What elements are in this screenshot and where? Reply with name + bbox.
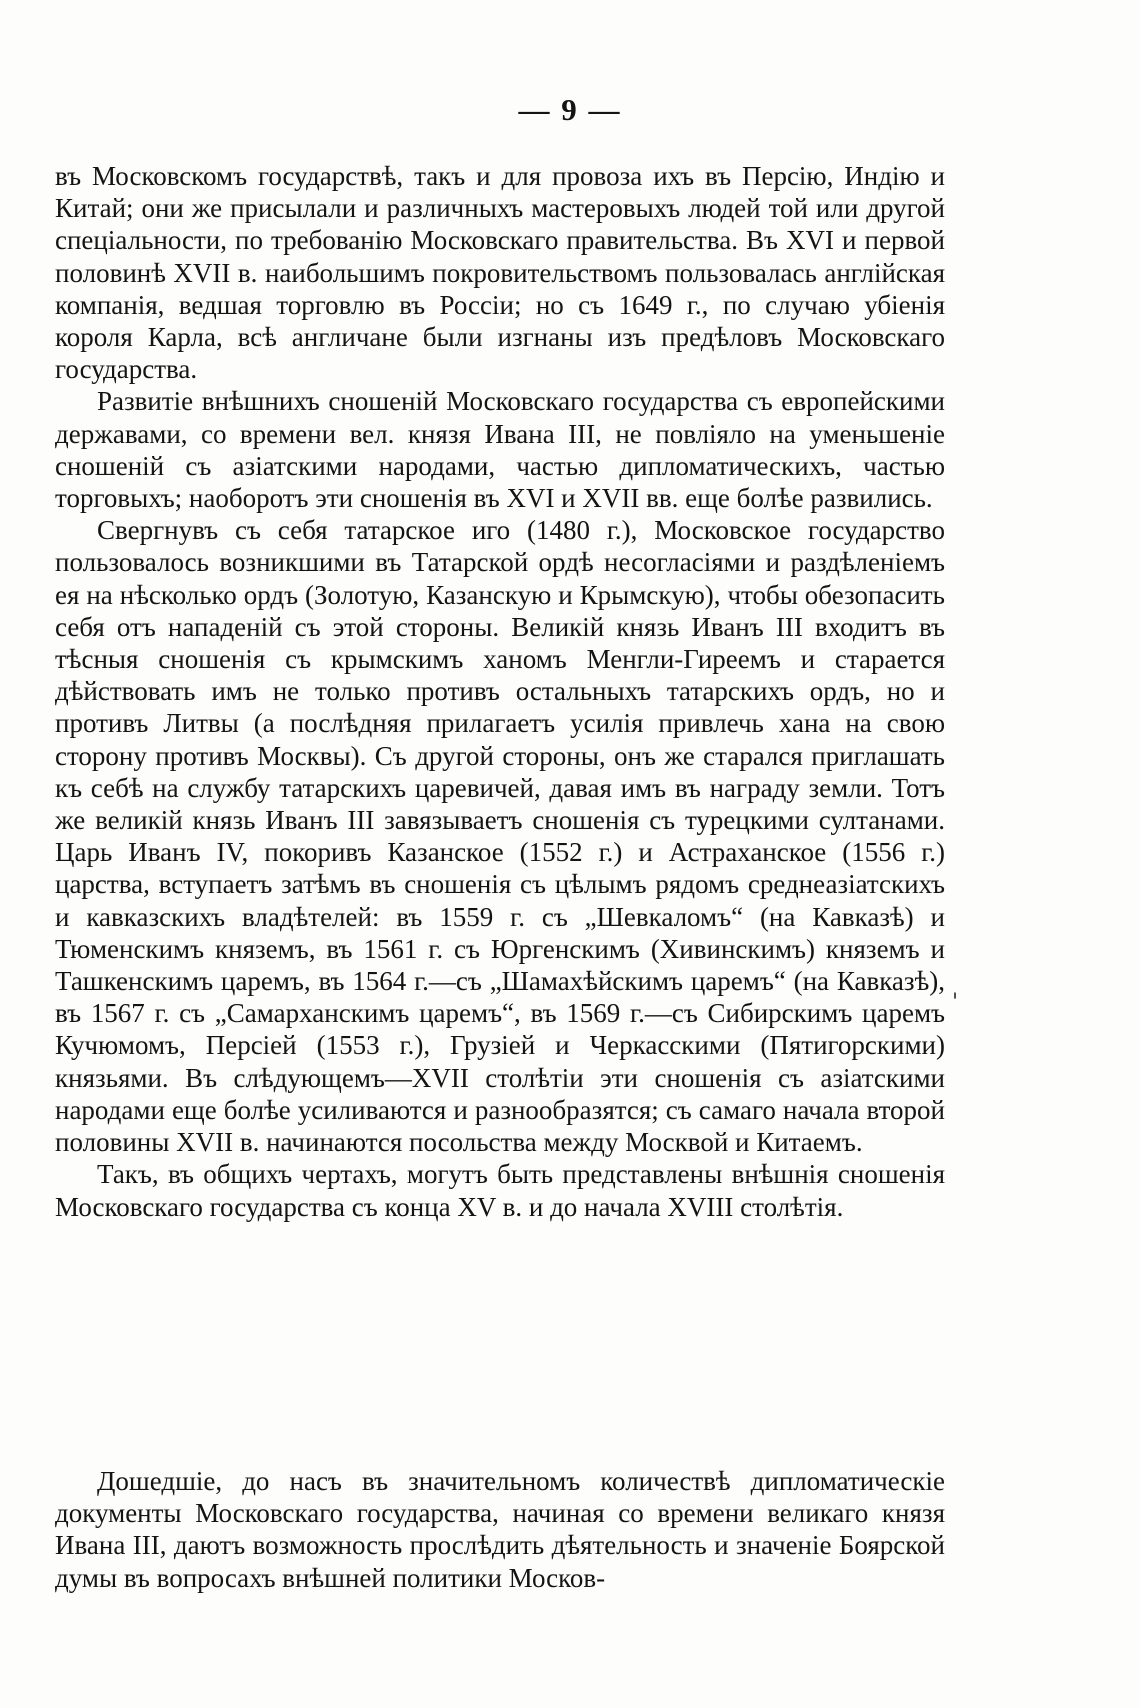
main-text-block <box>55 160 945 1223</box>
paragraph-tatar-relations: Свергнувъ съ себя татарское иго (1480 г.), Московское государство пользовалось возникшими въ Татарской ордѣ несогласіями и раздѣленіемъ ея на нѣсколько ордъ (Золотую, Казанскую и Крымскую), чтобы обезопасить себя отъ нападеній съ этой стороны. Великій князь Иванъ III входитъ въ тѣсныя сношенія съ крымскимъ ханомъ Менгли-Гиреемъ и старается дѣйствовать имъ не только противъ остальныхъ татарскихъ ордъ, но и противъ Литвы (а послѣдняя прилагаетъ усилія привлечь хана на свою сторону противъ Москвы). Съ другой стороны, онъ же старался приглашать къ себѣ на службу татарскихъ царевичей, давая имъ въ награду земли. Тотъ же великій князь Иванъ III завязываетъ сношенія съ турецкими султанами. Царь Иванъ IV, покоривъ Казанское (1552 г.) и Астраханское (1556 г.) царства, вступаетъ затѣмъ въ сношенія съ цѣлымъ рядомъ среднеазіатскихъ и кавказскихъ владѣтелей: въ 1559 г. съ „Шевкаломъ“ (на Кавказѣ) и Тюменскимъ княземъ, въ 1561 г. съ Юргенскимъ (Хивинскимъ) княземъ и Ташкенскимъ царемъ, въ 1564 г.—съ „Шамахѣйскимъ царемъ“ (на Кавказѣ), въ 1567 г. съ „Самарханскимъ царемъ“, въ 1569 г.—съ Сибирскимъ царемъ Кучюмомъ, Персіей (1553 г.), Грузіей и Черкасскими (Пятигорскими) князьями. Въ слѣдующемъ—XVII столѣтіи эти сношенія съ азіатскими народами еще болѣе усиливаются и разнообразятся; съ самаго начала второй половины XVII в. начинаются посольства между Москвой и Китаемъ. <box>55 515 945 1158</box>
page-number: — 9 — <box>518 92 622 127</box>
stray-print-mark: ' <box>952 990 959 1015</box>
paragraph-continuation: въ Московскомъ государствѣ, такъ и для провоза ихъ въ Персію, Индію и Китай; они же присылали и различныхъ мастеровыхъ людей той или другой спеціальности, по требованію Московскаго правительства. Въ XVI и первой половинѣ XVII в. наибольшимъ покровительствомъ пользовалась англійская компанія, ведшая торговлю въ Россіи; но съ 1649 г., по случаю убіенія короля Карла, всѣ англичане были изгнаны изъ предѣловъ Московскаго государства. <box>55 161 945 385</box>
paragraph-european-relations: Развитіе внѣшнихъ сношеній Московскаго государства съ европейскими державами, со времени вел. князя Ивана III, не повліяло на уменьшеніе сношеній съ азіатскими народами, частью дипломатическихъ, частью торговыхъ; наоборотъ эти сношенія въ XVI и XVII вв. еще болѣе развились. <box>55 386 945 514</box>
paragraph-summary: Такъ, въ общихъ чертахъ, могутъ быть представлены внѣшнія сношенія Московскаго государства съ конца XV в. и до начала XVIII столѣтія. <box>55 1159 945 1222</box>
lower-text-block <box>55 1465 945 1594</box>
paragraph-diplomatic-documents: Дошедшіе, до насъ въ значительномъ количествѣ дипломатическіе документы Московскаго государства, начиная со времени великаго князя Ивана III, даютъ возможность прослѣдить дѣятельность и значеніе Боярской думы въ вопросахъ внѣшней политики Москов- <box>55 1466 945 1593</box>
